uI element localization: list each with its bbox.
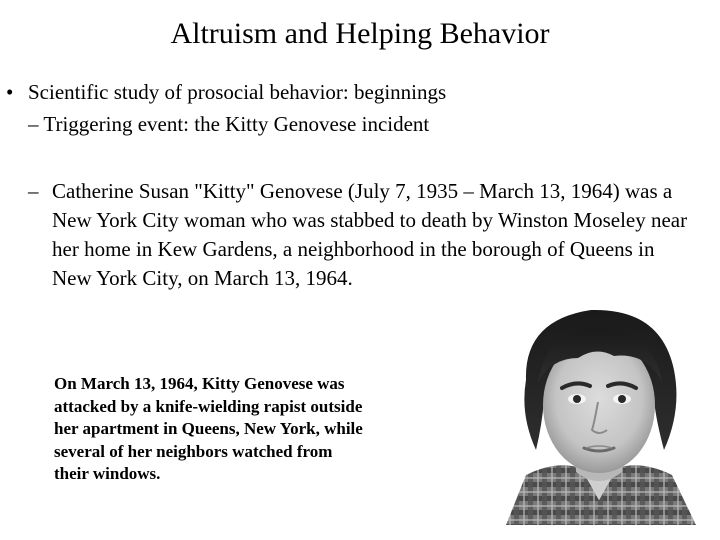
photo-caption: On March 13, 1964, Kitty Genovese was attacked by a knife-wielding rapist outside her apartment in Queens, New York, while several of her neighbors watched from their windows. — [54, 374, 363, 483]
main-bullet-text: Scientific study of prosocial behavior: beginnings — [28, 80, 447, 104]
sub-bullet-text: Triggering event: the Kitty Genovese incident — [43, 112, 430, 136]
main-bullet — [6, 78, 446, 106]
bullet-marker: • — [6, 80, 14, 104]
sub-bullet-marker: – — [28, 179, 39, 203]
slide-title: Altruism and Helping Behavior — [170, 17, 550, 50]
sub-bullet-marker: – — [28, 112, 39, 136]
sub-bullet-triggering-event — [28, 110, 429, 138]
sub-bullet-genovese-bio — [28, 177, 688, 293]
sub-bullet-text: Catherine Susan "Kitty" Genovese (July 7, 1935 – March 13, 1964) was a New York City woman who was stabbed to death by Winston Moseley near her home in Kew Gardens, a neighborhood in the borough of Queens in New York City, on March 13, 1964. — [52, 179, 688, 290]
portrait-photo — [486, 300, 712, 525]
